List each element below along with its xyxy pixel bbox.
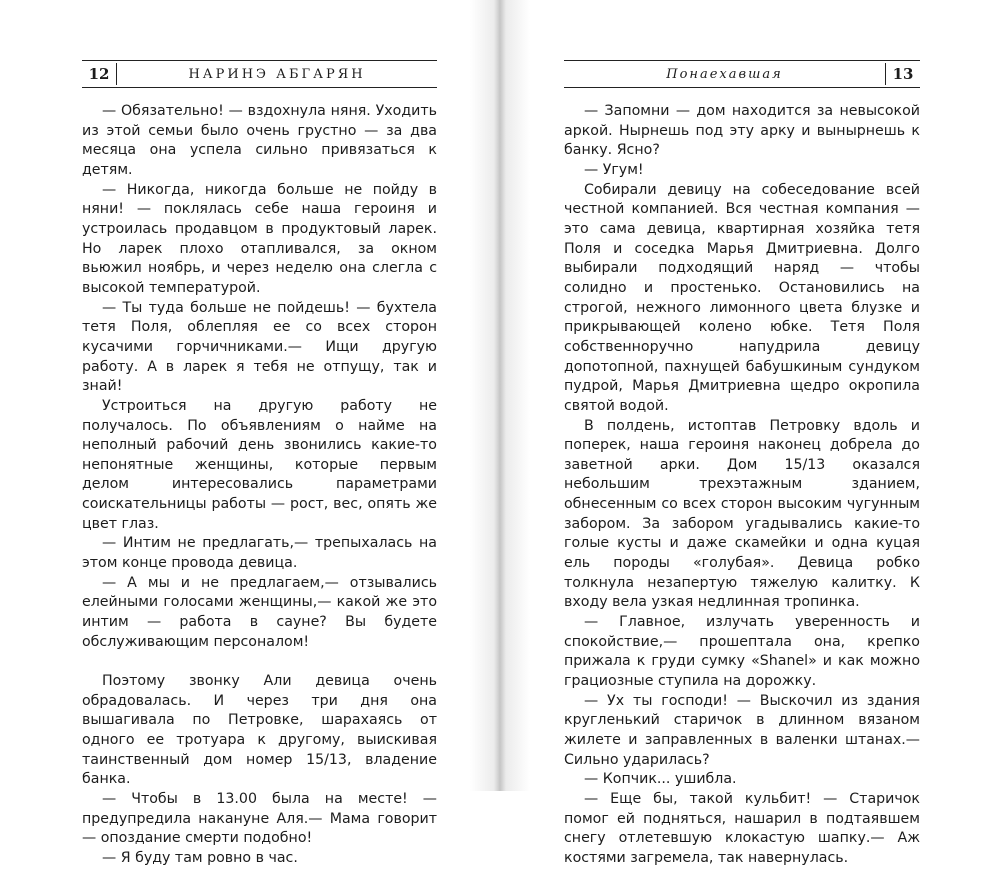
paragraph: — Я буду там ровно в час.: [102, 849, 298, 866]
paragraph: В полдень, истоптав Петровку вдоль и поперек, наша героиня наконец добрела до заветной арки. Дом 15/13 оказался небольшим трехэтажным зданием, обнесенным со всех сторон высоким чугунным забором. За забором угадывались какие-то голые кусты и даже скамейки и одна куцая ель породы «голубая». Девица робко толкнула незапертую тяжелую калитку. К входу вела узкая недлинная тропинка.: [564, 417, 920, 611]
paragraph: — Чтобы в 13.00 была на месте! — предупредила накануне Аля.— Мама говорит — опоздание смерти подобно!: [82, 790, 437, 847]
paragraph: — А мы и не предлагаем,— отзывались елейными голосами женщины,— какой же это интим — работа в сауне? Вы будете обслуживающим персоналом!: [82, 574, 437, 650]
paragraph: — Угум!: [584, 161, 644, 178]
right-running-title: Понаехавшая: [666, 66, 783, 82]
paragraph: — Ух ты господи! — Выскочил из здания кругленький старичок в длинном вязаном жилете и заправленных в валенки штанах.— Сильно ударилась?: [564, 692, 920, 768]
right-running-header: [564, 60, 920, 88]
paragraph: — Запомни — дом находится за невысокой аркой. Нырнешь под эту арку и вынырнешь к банку. Ясно?: [564, 103, 920, 159]
left-running-header: [82, 60, 437, 88]
right-page-number: 13: [885, 63, 920, 85]
left-page: [0, 0, 500, 866]
paragraph: — Ты туда больше не пойдешь! — бухтела тетя Поля, облепляя ее со всех сторон кусачими горчичниками.— Ищи другую работу. А в ларек я тебя не отпущу, так и знай!: [82, 299, 437, 395]
paragraph: — Обязательно! — вздохнула няня. Уходить из этой семьи было очень грустно — за два месяца она успела сильно привязаться к детям.: [82, 103, 437, 178]
left-page-number: 12: [82, 63, 117, 85]
right-page: [500, 0, 1000, 866]
paragraph-spacer: [82, 652, 437, 672]
paragraph: — Главное, излучать уверенность и спокойствие,— прошептала она, крепко прижала к груди сумку «Shanel» и как можно грациозные ступила на дорожку.: [564, 614, 920, 690]
paragraph: — Никогда, никогда больше не пойду в няни! — поклялась себе наша героиня и устроилась продавцом в продуктовый ларек. Но ларек плохо отапливался, за окном вьюжил ноябрь, и через неделю она слегла с высокой температурой.: [82, 181, 437, 296]
paragraph: — Еще бы, такой кульбит! — Старичок помог ей подняться, нашарил в подтаявшем снегу отлетевшую клокастую шапку.— Аж костями загремела, так навернулась.: [564, 790, 920, 866]
paragraph: Поэтому звонку Али девица очень обрадовалась. И через три дня она вышагивала по Петровке, шарахаясь от одного ее тротуара к другому, выискивая таинственный дом номер 15/13, владение банка.: [82, 673, 437, 788]
right-body-text: [564, 102, 920, 869]
left-running-title: НАРИНЭ АБГАРЯН: [188, 66, 366, 82]
paragraph: Собирали девицу на собеседование всей честной компанией. Вся честная компания — это сама девица, квартирная хозяйка тетя Поля и соседка Марья Дмитриевна. Долго выбирали подходящий наряд — чтобы солидно и простенько. Остановились на строгой, нежного лимонного цвета блузке и прикрывающей колено юбке. Тетя Поля собственноручно напудрила девицу допотопной, пахнущей бабушкиным сундуком пудрой, Марья Дмитриевна щедро окропила святой водой.: [564, 181, 920, 414]
paragraph: — Интим не предлагать,— трепыхалась на этом конце провода девица.: [82, 535, 437, 572]
paragraph: — Копчик... ушибла.: [584, 771, 737, 788]
left-body-text: [82, 102, 437, 869]
paragraph: Устроиться на другую работу не получалось. По объявлениям о найме на неполный рабочий день звонились какие-то непонятные женщины, которые первым делом интересовались параметрами соискательницы работы — рост, вес, опять же цвет глаз.: [82, 397, 437, 532]
